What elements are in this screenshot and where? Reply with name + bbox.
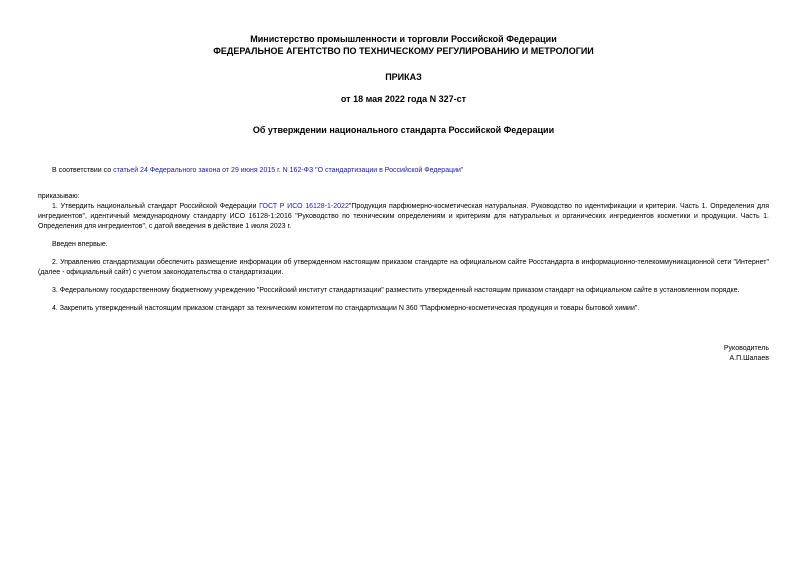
preamble-paragraph xyxy=(38,166,769,176)
item-1-suffix: "Продукция парфюмерно-косметическая натуральная. Руководство по идентификации и критерии. Часть 1. Определения для ингредиентов", идентичный международному стандарту ИСО 16128-1:2016 "Руководство по техническим определениям и критериям для натуральных и органических ингредиентов косметики и продукции. Часть 1. Определения для ингредиентов", с датой введения в действие 1 июля 2023 г. xyxy=(38,203,770,230)
order-date-number: от 18 мая 2022 года N 327-ст xyxy=(340,94,467,104)
agency-name: ФЕДЕРАЛЬНОЕ АГЕНТСТВО ПО ТЕХНИЧЕСКОМУ РЕГУЛИРОВАНИЮ И МЕТРОЛОГИИ xyxy=(213,46,594,56)
item-1-paragraph xyxy=(38,202,769,232)
federal-law-link[interactable]: статьей 24 Федерального закона от 29 июня 2015 г. N 162-ФЗ "О стандартизации в Российской Федерации" xyxy=(113,167,464,174)
preamble-prefix: В соответствии со xyxy=(52,167,114,174)
order-subject: Об утверждении национального стандарта Российской Федерации xyxy=(252,125,555,135)
item-1-prefix: 1. Утвердить национальный стандарт Российской Федерации xyxy=(52,203,260,210)
document-type: ПРИКАЗ xyxy=(385,72,422,82)
gost-standard-link[interactable]: ГОСТ Р ИСО 16128-1-2022 xyxy=(259,203,349,210)
signatory-name: А.П.Шалаев xyxy=(729,355,769,362)
introduced-note: Введен впервые. xyxy=(52,241,108,248)
ministry-name: Министерство промышленности и торговли Российской Федерации xyxy=(250,34,557,44)
item-3-paragraph: 3. Федеральному государственному бюджетному учреждению "Российский институт стандартизации" разместить утвержденный настоящим приказом стандарт на официальном сайте в установленном порядке. xyxy=(52,287,740,294)
item-2-paragraph: 2. Управлению стандартизации обеспечить размещение информации об утвержденном настоящим приказом стандарте на официальном сайте Росстандарта в информационно-телекоммуникационной сети "Интернет" (далее - официальный сайт) с учетом законодательства о стандартизации. xyxy=(38,259,769,276)
item-4-paragraph: 4. Закрепить утвержденный настоящим приказом стандарт за техническим комитетом по стандартизации N 360 "Парфюмерно-косметическая продукция и товары бытовой химии". xyxy=(52,305,640,312)
orders-word: приказываю: xyxy=(38,193,80,200)
signatory-title: Руководитель xyxy=(723,345,769,352)
signature-block xyxy=(38,344,769,364)
